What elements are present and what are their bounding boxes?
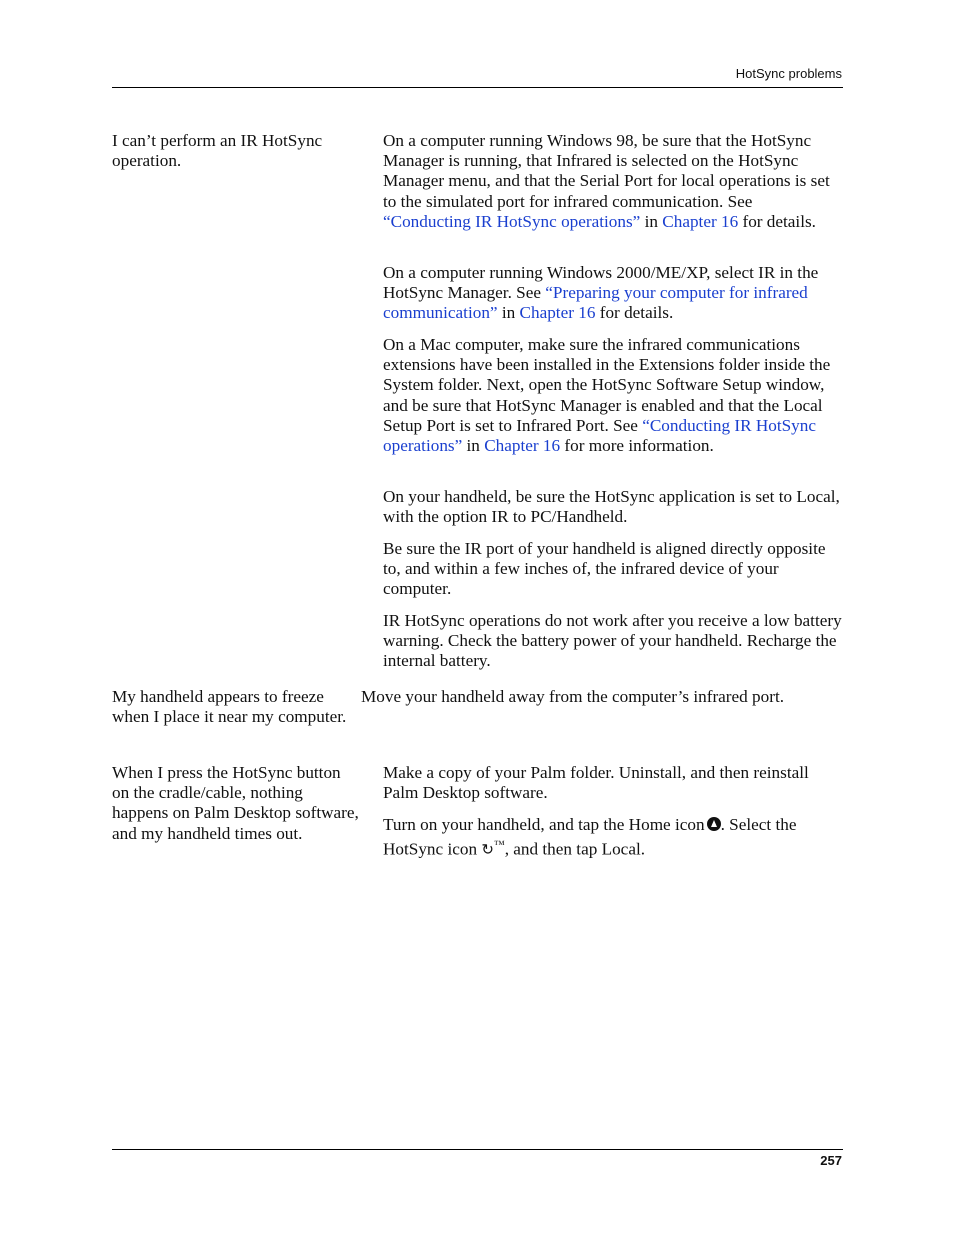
solution-windows-98 xyxy=(383,131,843,232)
problem-hotsync-button: When I press the HotSync button on the cradle/cable, nothing happens on Palm Desktop software, and my handheld times out. xyxy=(112,763,359,843)
problem-ir-hotsync: I can’t perform an IR HotSync operation. xyxy=(112,131,323,171)
link-chapter-16[interactable]: Chapter 16 xyxy=(484,436,561,456)
solution-text: . Select the HotSync icon xyxy=(383,815,797,859)
trademark-symbol: ™ xyxy=(493,839,505,852)
solution-windows-2000 xyxy=(383,263,843,324)
solution-text: , and then tap Local. xyxy=(504,839,646,859)
solution-text: On a Mac computer, make sure the infrared communications extensions have been installed in the Extensions folder inside the System folder. Next, open the HotSync Software Setup window, and be sure that HotSync Manager is enabled and that the Local Setup Port is set to Infrared Port. See xyxy=(383,335,831,435)
link-conducting-ir-hotsync[interactable]: “Conducting IR HotSync operations” xyxy=(383,211,641,231)
hotsync-icon: ↻ xyxy=(481,840,494,859)
solution-text: On a computer running Windows 2000/ME/XP, select IR in the HotSync Manager. See xyxy=(383,263,819,303)
running-header: HotSync problems xyxy=(735,66,842,81)
problem-freeze: My handheld appears to freeze when I place it near my computer. xyxy=(112,687,347,727)
solution-text: for more information. xyxy=(560,436,714,456)
solution-text: in xyxy=(497,303,520,323)
link-conducting-ir-hotsync[interactable]: “Conducting IR HotSync operations” xyxy=(383,415,816,456)
solution-text: Turn on your handheld, and tap the Home icon xyxy=(383,815,705,834)
solution-align-port: Be sure the IR port of your handheld is aligned directly opposite to, and within a few inches of, the infrared device of your computer. xyxy=(383,539,826,599)
solution-text: On a computer running Windows 98, be sure that the HotSync Manager is running, that Infrared is selected on the HotSync Manager menu, and that the Serial Port for local operations is set to the simulated port for infrared communication. See xyxy=(383,131,830,211)
solution-reinstall: Make a copy of your Palm folder. Uninstall, and then reinstall Palm Desktop software. xyxy=(383,763,809,803)
solution-battery: IR HotSync operations do not work after you receive a low battery warning. Check the battery power of your handheld. Recharge the internal battery. xyxy=(383,611,842,671)
home-icon xyxy=(707,817,721,831)
link-chapter-16[interactable]: Chapter 16 xyxy=(662,211,739,231)
solution-mac xyxy=(383,335,843,456)
solution-text: in xyxy=(462,436,485,456)
solution-text: for details. xyxy=(595,303,674,323)
solution-tap-local xyxy=(383,815,843,860)
link-preparing-computer[interactable]: “Preparing your computer for infrared communication” xyxy=(383,283,808,323)
link-chapter-16[interactable]: Chapter 16 xyxy=(519,303,596,323)
solution-text: for details. xyxy=(738,211,816,231)
header-rule xyxy=(112,87,843,88)
solution-move-away: Move your handheld away from the computer’s infrared port. xyxy=(361,687,785,706)
page-number: 257 xyxy=(820,1153,842,1168)
solution-text: in xyxy=(640,211,663,231)
solution-handheld-local: On your handheld, be sure the HotSync application is set to Local, with the option IR to PC/Handheld. xyxy=(383,487,840,527)
footer-rule xyxy=(112,1149,843,1150)
